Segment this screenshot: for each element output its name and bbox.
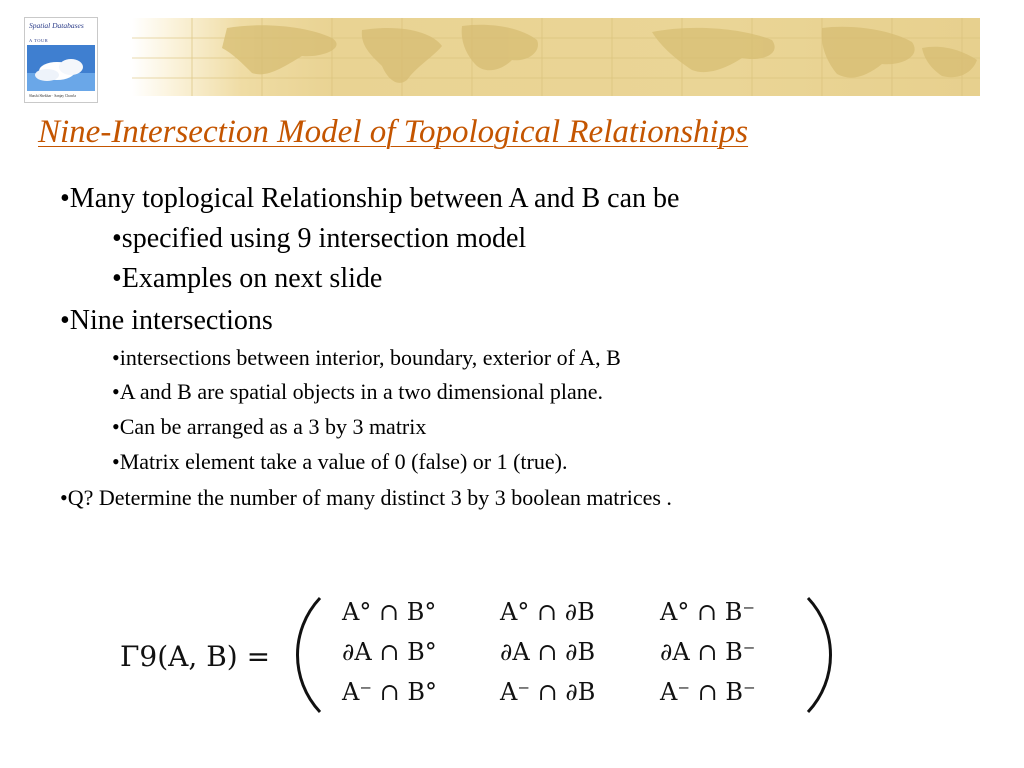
cloud-sky-image xyxy=(27,45,95,91)
world-map-graphic xyxy=(132,18,980,96)
bullet-item: •A and B are spatial objects in a two dimensional plane. xyxy=(112,379,603,404)
book-cover-image xyxy=(24,17,98,103)
matrix-cell: A⁻ ∩ ∂B xyxy=(500,678,596,706)
matrix-cell: ∂A ∩ ∂B xyxy=(500,638,596,666)
bullet-item: •Q? Determine the number of many distinct 3 by 3 boolean matrices . xyxy=(60,485,672,510)
bullet-item: •intersections between interior, boundary, exterior of A, B xyxy=(112,345,621,370)
slide-title: Nine-Intersection Model of Topological Relationships xyxy=(38,114,749,150)
cover-subtitle: A TOUR xyxy=(29,38,49,43)
matrix-cell: A⁻ ∩ B° xyxy=(342,678,438,706)
matrix-cell: A° ∩ B⁻ xyxy=(660,598,756,626)
nine-intersection-matrix-formula xyxy=(120,590,840,720)
cover-title: Spatial Databases xyxy=(29,21,84,30)
formula-lhs: Γ9(A, B) = xyxy=(120,640,271,673)
bullet-item: •Matrix element take a value of 0 (false) or 1 (true). xyxy=(112,449,568,474)
matrix-cell: A⁻ ∩ B⁻ xyxy=(660,678,756,706)
bullet-item: •specified using 9 intersection model xyxy=(112,223,527,254)
bullet-item: •Examples on next slide xyxy=(112,263,383,294)
bullet-item: •Can be arranged as a 3 by 3 matrix xyxy=(112,414,427,439)
left-parenthesis xyxy=(298,598,321,712)
matrix-cell: ∂A ∩ B⁻ xyxy=(660,638,756,666)
header-banner xyxy=(132,18,980,96)
matrix-cell: A° ∩ ∂B xyxy=(500,598,595,626)
bullet-item: •Many toplogical Relationship between A and B can be xyxy=(60,183,680,214)
right-parenthesis xyxy=(808,598,831,712)
matrix-cell: ∂A ∩ B° xyxy=(342,638,437,666)
bullet-item: •Nine intersections xyxy=(60,305,273,336)
matrix-cell: A° ∩ B° xyxy=(342,598,437,626)
cover-authors: Shashi Shekhar · Sanjay Chawla xyxy=(29,94,76,98)
